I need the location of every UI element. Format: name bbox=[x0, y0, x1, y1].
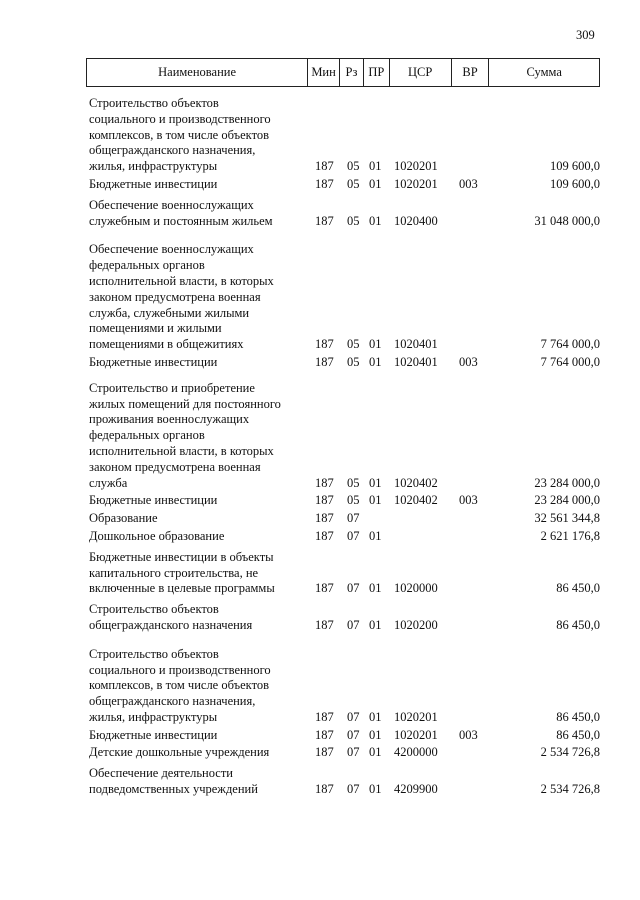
row-sum: 86 450,0 bbox=[556, 617, 600, 632]
row-name: Образование bbox=[89, 511, 158, 526]
table-row bbox=[89, 511, 600, 527]
row-csr: 1020400 bbox=[394, 213, 438, 228]
table-row bbox=[89, 355, 600, 371]
row-csr: 1020401 bbox=[394, 337, 438, 352]
row-name: Дошкольное образование bbox=[89, 528, 225, 543]
row-rz: 05 bbox=[347, 493, 360, 508]
row-rz: 05 bbox=[347, 159, 360, 174]
header-pr: ПР bbox=[364, 59, 390, 86]
table-header bbox=[86, 58, 600, 87]
row-rz: 05 bbox=[347, 354, 360, 369]
row-name: Бюджетные инвестиции в объекты капитального строительства, не включенные в целевые программы bbox=[89, 549, 275, 596]
row-csr: 4209900 bbox=[394, 782, 438, 797]
row-pr: 01 bbox=[369, 709, 382, 724]
row-min: 187 bbox=[315, 782, 334, 797]
row-pr: 01 bbox=[369, 354, 382, 369]
row-min: 187 bbox=[315, 617, 334, 632]
row-name: Обеспечение военнослужащих федеральных органов исполнительной власти, в которых законом предусмотрена военная служба, служебными жилыми помещениями и жилыми помещениями в общежитиях bbox=[89, 242, 274, 352]
row-name: Обеспечение военнослужащих служебным и постоянным жильем bbox=[89, 197, 273, 228]
row-sum: 2 534 726,8 bbox=[540, 782, 600, 797]
row-rz: 05 bbox=[347, 337, 360, 352]
row-name: Бюджетные инвестиции bbox=[89, 727, 218, 742]
row-rz: 05 bbox=[347, 176, 360, 191]
row-pr: 01 bbox=[369, 745, 382, 760]
row-rz: 07 bbox=[347, 617, 360, 632]
header-csr: ЦСР bbox=[390, 59, 452, 86]
table-body bbox=[89, 96, 600, 798]
row-min: 187 bbox=[315, 159, 334, 174]
row-min: 187 bbox=[315, 745, 334, 760]
row-csr: 1020401 bbox=[394, 354, 438, 369]
row-name: Бюджетные инвестиции bbox=[89, 493, 218, 508]
header-vr: ВР bbox=[452, 59, 490, 86]
row-pr: 01 bbox=[369, 337, 382, 352]
table-row bbox=[89, 493, 600, 509]
row-rz: 05 bbox=[347, 475, 360, 490]
table-row bbox=[89, 766, 600, 798]
row-pr: 01 bbox=[369, 213, 382, 228]
row-rz: 07 bbox=[347, 581, 360, 596]
row-name: Бюджетные инвестиции bbox=[89, 354, 218, 369]
row-csr: 1020201 bbox=[394, 159, 438, 174]
table-row bbox=[89, 198, 600, 230]
row-name: Бюджетные инвестиции bbox=[89, 176, 218, 191]
row-rz: 07 bbox=[347, 511, 360, 526]
row-vr: 003 bbox=[459, 493, 478, 508]
row-csr: 1020201 bbox=[394, 176, 438, 191]
table-row bbox=[89, 242, 600, 353]
row-name: Строительство и приобретение жилых помещений для постоянного проживания военнослужащих федеральных органов исполнительной власти, в которых законом предусмотрена военная служба bbox=[89, 380, 281, 490]
table-row bbox=[89, 550, 600, 597]
table-row bbox=[89, 381, 600, 492]
row-min: 187 bbox=[315, 528, 334, 543]
row-sum: 23 284 000,0 bbox=[534, 493, 600, 508]
row-pr: 01 bbox=[369, 727, 382, 742]
row-min: 187 bbox=[315, 213, 334, 228]
row-csr: 1020200 bbox=[394, 617, 438, 632]
row-rz: 07 bbox=[347, 727, 360, 742]
row-rz: 07 bbox=[347, 782, 360, 797]
table-row bbox=[89, 96, 600, 175]
row-sum: 109 600,0 bbox=[550, 159, 600, 174]
row-name: Строительство объектов общегражданского назначения bbox=[89, 602, 253, 632]
row-sum: 86 450,0 bbox=[556, 581, 600, 596]
row-pr: 01 bbox=[369, 782, 382, 797]
row-pr: 01 bbox=[369, 176, 382, 191]
row-min: 187 bbox=[315, 176, 334, 191]
row-csr: 1020000 bbox=[394, 581, 438, 596]
row-min: 187 bbox=[315, 475, 334, 490]
row-pr: 01 bbox=[369, 581, 382, 596]
row-sum: 7 764 000,0 bbox=[540, 354, 600, 369]
row-sum: 31 048 000,0 bbox=[534, 213, 600, 228]
row-rz: 07 bbox=[347, 709, 360, 724]
row-sum: 2 534 726,8 bbox=[540, 745, 600, 760]
row-sum: 109 600,0 bbox=[550, 176, 600, 191]
row-csr: 1020201 bbox=[394, 727, 438, 742]
table-row bbox=[89, 728, 600, 744]
row-min: 187 bbox=[315, 727, 334, 742]
header-rz: Рз bbox=[340, 59, 364, 86]
row-pr: 01 bbox=[369, 475, 382, 490]
row-pr: 01 bbox=[369, 617, 382, 632]
row-sum: 2 621 176,8 bbox=[540, 528, 600, 543]
row-csr: 1020402 bbox=[394, 493, 438, 508]
header-sum: Сумма bbox=[526, 65, 562, 79]
row-vr: 003 bbox=[459, 727, 478, 742]
row-csr: 1020201 bbox=[394, 709, 438, 724]
header-min: Мин bbox=[308, 59, 340, 86]
table-row bbox=[89, 602, 600, 634]
row-min: 187 bbox=[315, 511, 334, 526]
row-csr: 4200000 bbox=[394, 745, 438, 760]
table-row bbox=[89, 647, 600, 726]
row-min: 187 bbox=[315, 337, 334, 352]
row-sum: 7 764 000,0 bbox=[540, 337, 600, 352]
row-pr: 01 bbox=[369, 493, 382, 508]
row-name: Обеспечение деятельности подведомственных учреждений bbox=[89, 766, 258, 797]
row-rz: 05 bbox=[347, 213, 360, 228]
table-row bbox=[89, 529, 600, 545]
row-min: 187 bbox=[315, 354, 334, 369]
row-name: Детские дошкольные учреждения bbox=[89, 745, 270, 760]
row-rz: 07 bbox=[347, 745, 360, 760]
row-rz: 07 bbox=[347, 528, 360, 543]
table-row bbox=[89, 745, 600, 761]
row-pr: 01 bbox=[369, 159, 382, 174]
row-sum: 32 561 344,8 bbox=[534, 511, 600, 526]
row-vr: 003 bbox=[459, 176, 478, 191]
row-name: Строительство объектов социального и производственного комплексов, в том числе объектов общегражданского назначения, жилья, инфраструктуры bbox=[89, 646, 271, 724]
row-sum: 86 450,0 bbox=[556, 709, 600, 724]
row-pr: 01 bbox=[369, 528, 382, 543]
row-sum: 86 450,0 bbox=[556, 727, 600, 742]
header-name: Наименование bbox=[87, 59, 308, 86]
row-min: 187 bbox=[315, 709, 334, 724]
row-csr: 1020402 bbox=[394, 475, 438, 490]
row-vr: 003 bbox=[459, 354, 478, 369]
row-sum: 23 284 000,0 bbox=[534, 475, 600, 490]
row-name: Строительство объектов социального и производственного комплексов, в том числе объектов общегражданского назначения, жилья, инфраструктуры bbox=[89, 96, 271, 174]
row-min: 187 bbox=[315, 493, 334, 508]
row-min: 187 bbox=[315, 581, 334, 596]
page-number: 309 bbox=[576, 28, 595, 42]
table-row bbox=[89, 177, 600, 193]
